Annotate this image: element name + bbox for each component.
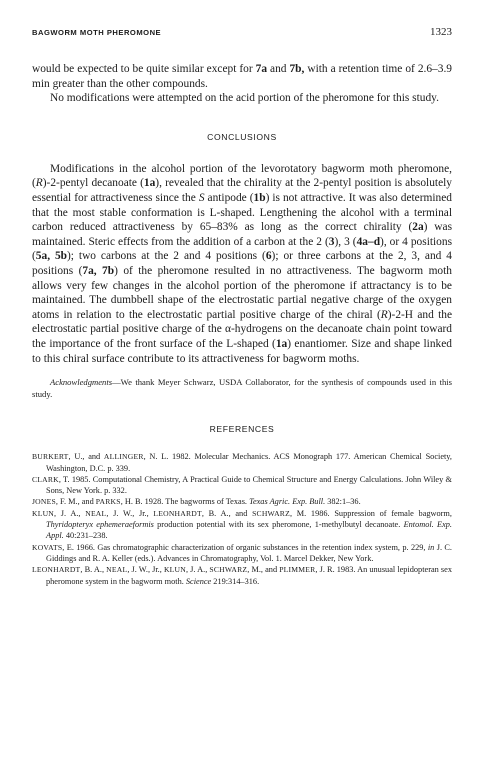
- reference-list: [32, 451, 452, 587]
- intro-paragraph-1: [32, 62, 452, 91]
- page-header: [32, 26, 452, 44]
- text-run: with a retention time of 2.6–3.9 min greater than the other compounds.: [32, 63, 452, 90]
- author-surname: LEONHARDT: [32, 565, 81, 575]
- text-run: 382:1–36.: [325, 497, 361, 507]
- reference-item: [32, 542, 452, 565]
- text-run: , M. 1986. Suppression of female bagworm,: [289, 508, 452, 518]
- author-surname: SCHWARZ: [209, 565, 248, 575]
- author-surname: KOVATS: [32, 542, 63, 552]
- references-heading: REFERENCES: [209, 424, 275, 435]
- bold-compound-label: 4a–d: [356, 235, 381, 248]
- text-run: would be expected to be quite similar except for: [32, 63, 256, 75]
- text-run: antipode (: [204, 191, 254, 204]
- text-run: , N. L. 1982. Molecular Mechanics. ACS Monograph 177. American Chemical Society, Washington, D.C. p. 339.: [46, 452, 452, 473]
- author-surname: LEONHARDT: [153, 508, 202, 518]
- bold-compound-label: 1a: [275, 337, 288, 350]
- italic-text: Science: [185, 576, 212, 586]
- text-run: ) was maintained. Steric effects from the addition of a carbon at the 2 (: [32, 221, 452, 248]
- text-run: ) of the pheromone resulted in no attractiveness. The bagworm moth allows very few changes in the alcohol portion of the pheromone if attractancy is to be maintained. The dumbbell shape of the electrostatic partial negative charge of the oxygen atoms in relation to the electrostatic partial positive charge of the chiral (: [32, 264, 452, 321]
- running-head: BAGWORM MOTH PHEROMONE: [32, 28, 162, 37]
- italic-text: R: [380, 308, 388, 321]
- text-run: Modifications in the alcohol portion of the levorotatory bagworm moth pheromone, (: [32, 162, 452, 190]
- text-run: ); two carbons at the 2 and 4 positions (: [67, 250, 266, 263]
- acknowledgments-paragraph: [32, 377, 452, 400]
- bold-compound-label: 1a: [143, 177, 156, 190]
- author-surname: CLARK: [32, 474, 59, 484]
- italic-text: Acknowledgments: [50, 377, 113, 388]
- reference-item: [32, 496, 452, 507]
- text-run: ), 3 (: [334, 235, 357, 248]
- author-surname: PARKS: [95, 497, 121, 507]
- author-surname: BURKERT: [32, 452, 69, 462]
- bold-compound-label: 5a, 5b: [35, 250, 68, 263]
- text-run: , J. R. 1983. An unusual lepidopteran sex pheromone system in the bagworm moth.: [46, 565, 452, 586]
- italic-text: Thyridopteryx ephemeraeformis: [46, 520, 154, 530]
- text-run: , F. M., and: [55, 497, 96, 507]
- text-run: 219:314–316.: [211, 576, 260, 586]
- intro-paragraph-2: [32, 91, 452, 106]
- author-surname: ALLINGER: [103, 452, 144, 462]
- text-run: , J. W., Jr.,: [106, 508, 154, 518]
- text-run: No modifications were attempted on the acid portion of the pheromone for this study.: [50, 92, 439, 105]
- text-run: , M., and: [247, 565, 280, 575]
- author-surname: NEAL: [85, 508, 107, 518]
- reference-item: [32, 508, 452, 542]
- text-run: , J. W., Jr.,: [127, 565, 164, 575]
- text-run: ), or 4 positions (: [32, 235, 453, 263]
- reference-item: [32, 451, 452, 474]
- bold-compound-label: 6: [265, 250, 272, 263]
- author-surname: NEAL: [106, 565, 128, 575]
- text-run: )-2-pentyl decanoate (: [42, 177, 144, 190]
- bold-compound-label: 7a, 7b: [82, 264, 115, 277]
- conclusions-paragraph: [32, 162, 452, 366]
- author-surname: KLUN: [32, 508, 54, 518]
- text-run: , E. 1966. Gas chromatographic characterization of organic substances in the retention index system, p. 229,: [62, 542, 428, 552]
- text-run: )-2-H and the electrostatic partial positive charge of the α-hydrogens on the decanoate chain point toward the importance of the front surface of the L-shaped (: [32, 308, 453, 350]
- bold-compound-label: 3: [328, 235, 335, 248]
- author-surname: SCHWARZ: [252, 508, 290, 518]
- author-surname: JONES: [32, 497, 56, 507]
- text-run: , B. A.,: [80, 565, 107, 575]
- bold-compound-label: 7a: [255, 63, 268, 75]
- text-run: —We thank Meyer Schwarz, USDA Collaborator, for the synthesis of compounds used in this study.: [32, 377, 452, 399]
- author-surname: PLIMMER: [279, 565, 316, 575]
- text-run: , U., and: [68, 452, 104, 462]
- text-run: , B. A., and: [201, 508, 253, 518]
- author-surname: KLUN: [163, 565, 186, 575]
- bold-compound-label: 1b: [253, 191, 266, 204]
- bold-compound-label: 7b,: [289, 63, 305, 75]
- journal-page: [32, 26, 452, 587]
- conclusions-heading: CONCLUSIONS: [207, 131, 277, 142]
- italic-text: Entomol. Exp. Appl.: [46, 520, 452, 541]
- text-run: ) enantiomer. Size and shape linked to this chiral surface contribute to its attractiveness for bagworm moths.: [32, 337, 452, 365]
- italic-text: R: [35, 177, 43, 190]
- text-run: , J. A.,: [53, 508, 86, 518]
- reference-item: [32, 474, 452, 497]
- text-run: production potential with its sex pheromone, 1-methylbutyl decanoate.: [153, 520, 404, 530]
- italic-text: S: [198, 191, 205, 204]
- text-run: and: [267, 63, 290, 75]
- text-run: , H. B. 1928. The bagworms of Texas.: [120, 497, 250, 507]
- bold-compound-label: 2a: [412, 221, 424, 234]
- text-run: ) is not attractive. It was also determined that the most stable conformation is L-shaped. Lengthening the alcohol with a terminal carbon reduced attractiveness by 65–83% as long as the correct chirality (: [32, 191, 452, 234]
- text-run: 40:231–238.: [63, 531, 108, 541]
- text-run: , T. 1985. Computational Chemistry, A Practical Guide to Chemical Structure and Energy Calculations. John Wiley & Sons, New York. p. 332.: [46, 474, 452, 496]
- text-run: J. C. Giddings and R. A. Keller (eds.). Advances in Chromatography, Vol. 1. Marcel Dekker, New York.: [46, 542, 453, 563]
- italic-text: Texas Agric. Exp. Bull.: [249, 497, 326, 507]
- text-run: , J. A.,: [185, 565, 210, 575]
- text-run: ), revealed that the chirality at the 2-pentyl position is absolutely essential for attractiveness since the: [32, 177, 452, 204]
- reference-item: [32, 564, 452, 587]
- page-number: 1323: [430, 26, 452, 38]
- text-run: ); or three carbons at the 2, 3, and 4 positions (: [32, 250, 452, 277]
- italic-text: in: [427, 542, 435, 552]
